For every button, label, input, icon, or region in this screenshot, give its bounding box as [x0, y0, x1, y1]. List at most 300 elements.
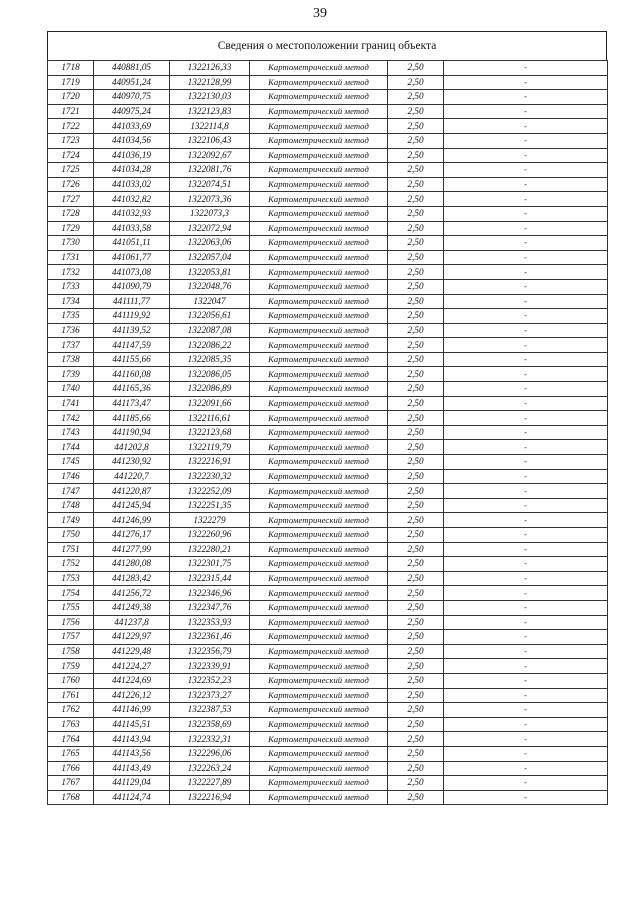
note-cell: - [444, 119, 608, 134]
table-body [48, 61, 608, 805]
x-coordinate-cell: 441090,79 [94, 279, 170, 294]
point-number-cell: 1755 [48, 600, 94, 615]
accuracy-cell: 2,50 [388, 279, 444, 294]
x-coordinate-cell: 441143,94 [94, 732, 170, 747]
y-coordinate-cell: 1322072,94 [170, 221, 250, 236]
accuracy-cell: 2,50 [388, 265, 444, 280]
table-row [48, 644, 608, 659]
point-number-cell: 1734 [48, 294, 94, 309]
method-cell: Картометрический метод [250, 75, 388, 90]
x-coordinate-cell: 441230,92 [94, 455, 170, 470]
note-cell: - [444, 688, 608, 703]
point-number-cell: 1739 [48, 367, 94, 382]
accuracy-cell: 2,50 [388, 469, 444, 484]
x-coordinate-cell: 440975,24 [94, 104, 170, 119]
y-coordinate-cell: 1322123,68 [170, 425, 250, 440]
table-row [48, 104, 608, 119]
note-cell: - [444, 571, 608, 586]
note-cell: - [444, 396, 608, 411]
method-cell: Картометрический метод [250, 411, 388, 426]
table-row [48, 761, 608, 776]
point-number-cell: 1736 [48, 323, 94, 338]
method-cell: Картометрический метод [250, 673, 388, 688]
note-cell: - [444, 352, 608, 367]
table-row [48, 703, 608, 718]
y-coordinate-cell: 1322353,93 [170, 615, 250, 630]
method-cell: Картометрический метод [250, 396, 388, 411]
note-cell: - [444, 265, 608, 280]
accuracy-cell: 2,50 [388, 571, 444, 586]
coordinates-sheet [47, 31, 607, 805]
note-cell: - [444, 425, 608, 440]
method-cell: Картометрический метод [250, 192, 388, 207]
accuracy-cell: 2,50 [388, 192, 444, 207]
y-coordinate-cell: 1322216,91 [170, 455, 250, 470]
note-cell: - [444, 498, 608, 513]
point-number-cell: 1741 [48, 396, 94, 411]
accuracy-cell: 2,50 [388, 615, 444, 630]
table-row [48, 338, 608, 353]
accuracy-cell: 2,50 [388, 61, 444, 76]
y-coordinate-cell: 1322126,33 [170, 61, 250, 76]
table-row [48, 440, 608, 455]
point-number-cell: 1724 [48, 148, 94, 163]
table-row [48, 776, 608, 791]
note-cell: - [444, 294, 608, 309]
table-row [48, 119, 608, 134]
table-row [48, 542, 608, 557]
x-coordinate-cell: 441155,66 [94, 352, 170, 367]
x-coordinate-cell: 441277,99 [94, 542, 170, 557]
y-coordinate-cell: 1322263,24 [170, 761, 250, 776]
x-coordinate-cell: 441220,87 [94, 484, 170, 499]
point-number-cell: 1733 [48, 279, 94, 294]
note-cell: - [444, 206, 608, 221]
table-row [48, 615, 608, 630]
note-cell: - [444, 163, 608, 178]
x-coordinate-cell: 441237,8 [94, 615, 170, 630]
x-coordinate-cell: 441033,69 [94, 119, 170, 134]
y-coordinate-cell: 1322123,83 [170, 104, 250, 119]
method-cell: Картометрический метод [250, 265, 388, 280]
y-coordinate-cell: 1322347,76 [170, 600, 250, 615]
x-coordinate-cell: 441190,94 [94, 425, 170, 440]
method-cell: Картометрический метод [250, 761, 388, 776]
x-coordinate-cell: 440881,05 [94, 61, 170, 76]
table-title: Сведения о местоположении границ объекта [47, 31, 607, 60]
x-coordinate-cell: 441226,12 [94, 688, 170, 703]
y-coordinate-cell: 1322361,46 [170, 630, 250, 645]
table-row [48, 192, 608, 207]
table-row [48, 309, 608, 324]
x-coordinate-cell: 441220,7 [94, 469, 170, 484]
table-row [48, 411, 608, 426]
accuracy-cell: 2,50 [388, 294, 444, 309]
y-coordinate-cell: 1322387,53 [170, 703, 250, 718]
table-row [48, 600, 608, 615]
x-coordinate-cell: 441073,08 [94, 265, 170, 280]
x-coordinate-cell: 441111,77 [94, 294, 170, 309]
y-coordinate-cell: 1322086,89 [170, 382, 250, 397]
x-coordinate-cell: 441034,56 [94, 133, 170, 148]
y-coordinate-cell: 1322280,21 [170, 542, 250, 557]
x-coordinate-cell: 441124,74 [94, 790, 170, 805]
table-row [48, 250, 608, 265]
y-coordinate-cell: 1322106,43 [170, 133, 250, 148]
accuracy-cell: 2,50 [388, 790, 444, 805]
point-number-cell: 1766 [48, 761, 94, 776]
note-cell: - [444, 746, 608, 761]
note-cell: - [444, 367, 608, 382]
y-coordinate-cell: 1322260,96 [170, 528, 250, 543]
point-number-cell: 1748 [48, 498, 94, 513]
point-number-cell: 1726 [48, 177, 94, 192]
note-cell: - [444, 90, 608, 105]
x-coordinate-cell: 440970,75 [94, 90, 170, 105]
accuracy-cell: 2,50 [388, 717, 444, 732]
method-cell: Картометрический метод [250, 469, 388, 484]
table-row [48, 571, 608, 586]
point-number-cell: 1756 [48, 615, 94, 630]
note-cell: - [444, 133, 608, 148]
method-cell: Картометрический метод [250, 61, 388, 76]
table-row [48, 790, 608, 805]
method-cell: Картометрический метод [250, 600, 388, 615]
point-number-cell: 1746 [48, 469, 94, 484]
y-coordinate-cell: 1322358,69 [170, 717, 250, 732]
method-cell: Картометрический метод [250, 528, 388, 543]
method-cell: Картометрический метод [250, 367, 388, 382]
table-row [48, 484, 608, 499]
method-cell: Картометрический метод [250, 148, 388, 163]
method-cell: Картометрический метод [250, 571, 388, 586]
table-row [48, 732, 608, 747]
table-row [48, 352, 608, 367]
table-row [48, 557, 608, 572]
accuracy-cell: 2,50 [388, 382, 444, 397]
y-coordinate-cell: 1322332,31 [170, 732, 250, 747]
y-coordinate-cell: 1322356,79 [170, 644, 250, 659]
method-cell: Картометрический метод [250, 440, 388, 455]
y-coordinate-cell: 1322116,61 [170, 411, 250, 426]
note-cell: - [444, 309, 608, 324]
x-coordinate-cell: 441229,97 [94, 630, 170, 645]
note-cell: - [444, 528, 608, 543]
note-cell: - [444, 382, 608, 397]
x-coordinate-cell: 441139,52 [94, 323, 170, 338]
note-cell: - [444, 776, 608, 791]
accuracy-cell: 2,50 [388, 90, 444, 105]
accuracy-cell: 2,50 [388, 528, 444, 543]
accuracy-cell: 2,50 [388, 557, 444, 572]
method-cell: Картометрический метод [250, 542, 388, 557]
x-coordinate-cell: 441145,51 [94, 717, 170, 732]
y-coordinate-cell: 1322128,99 [170, 75, 250, 90]
point-number-cell: 1745 [48, 455, 94, 470]
x-coordinate-cell: 440951,24 [94, 75, 170, 90]
accuracy-cell: 2,50 [388, 440, 444, 455]
note-cell: - [444, 586, 608, 601]
accuracy-cell: 2,50 [388, 396, 444, 411]
note-cell: - [444, 221, 608, 236]
method-cell: Картометрический метод [250, 484, 388, 499]
accuracy-cell: 2,50 [388, 761, 444, 776]
method-cell: Картометрический метод [250, 309, 388, 324]
table-row [48, 659, 608, 674]
accuracy-cell: 2,50 [388, 688, 444, 703]
y-coordinate-cell: 1322086,22 [170, 338, 250, 353]
x-coordinate-cell: 441051,11 [94, 236, 170, 251]
note-cell: - [444, 542, 608, 557]
x-coordinate-cell: 441173,47 [94, 396, 170, 411]
method-cell: Картометрический метод [250, 732, 388, 747]
y-coordinate-cell: 1322086,05 [170, 367, 250, 382]
point-number-cell: 1719 [48, 75, 94, 90]
table-row [48, 469, 608, 484]
table-row [48, 396, 608, 411]
point-number-cell: 1752 [48, 557, 94, 572]
x-coordinate-cell: 441283,42 [94, 571, 170, 586]
accuracy-cell: 2,50 [388, 600, 444, 615]
note-cell: - [444, 513, 608, 528]
point-number-cell: 1762 [48, 703, 94, 718]
x-coordinate-cell: 441224,27 [94, 659, 170, 674]
point-number-cell: 1718 [48, 61, 94, 76]
x-coordinate-cell: 441143,49 [94, 761, 170, 776]
y-coordinate-cell: 1322048,76 [170, 279, 250, 294]
accuracy-cell: 2,50 [388, 177, 444, 192]
table-row [48, 630, 608, 645]
accuracy-cell: 2,50 [388, 221, 444, 236]
note-cell: - [444, 484, 608, 499]
note-cell: - [444, 192, 608, 207]
point-number-cell: 1738 [48, 352, 94, 367]
table-row [48, 498, 608, 513]
point-number-cell: 1744 [48, 440, 94, 455]
y-coordinate-cell: 1322056,61 [170, 309, 250, 324]
point-number-cell: 1728 [48, 206, 94, 221]
note-cell: - [444, 732, 608, 747]
point-number-cell: 1751 [48, 542, 94, 557]
accuracy-cell: 2,50 [388, 498, 444, 513]
note-cell: - [444, 659, 608, 674]
x-coordinate-cell: 441249,38 [94, 600, 170, 615]
point-number-cell: 1720 [48, 90, 94, 105]
y-coordinate-cell: 1322081,76 [170, 163, 250, 178]
point-number-cell: 1763 [48, 717, 94, 732]
method-cell: Картометрический метод [250, 221, 388, 236]
x-coordinate-cell: 441224,69 [94, 673, 170, 688]
table-row [48, 90, 608, 105]
y-coordinate-cell: 1322063,06 [170, 236, 250, 251]
y-coordinate-cell: 1322315,44 [170, 571, 250, 586]
point-number-cell: 1767 [48, 776, 94, 791]
method-cell: Картометрический метод [250, 615, 388, 630]
accuracy-cell: 2,50 [388, 542, 444, 557]
point-number-cell: 1730 [48, 236, 94, 251]
method-cell: Картометрический метод [250, 294, 388, 309]
y-coordinate-cell: 1322091,66 [170, 396, 250, 411]
table-row [48, 206, 608, 221]
accuracy-cell: 2,50 [388, 367, 444, 382]
point-number-cell: 1742 [48, 411, 94, 426]
point-number-cell: 1740 [48, 382, 94, 397]
y-coordinate-cell: 1322053,81 [170, 265, 250, 280]
y-coordinate-cell: 1322296,06 [170, 746, 250, 761]
table-row [48, 382, 608, 397]
point-number-cell: 1753 [48, 571, 94, 586]
accuracy-cell: 2,50 [388, 133, 444, 148]
method-cell: Картометрический метод [250, 586, 388, 601]
note-cell: - [444, 148, 608, 163]
x-coordinate-cell: 441032,82 [94, 192, 170, 207]
y-coordinate-cell: 1322085,35 [170, 352, 250, 367]
method-cell: Картометрический метод [250, 790, 388, 805]
accuracy-cell: 2,50 [388, 236, 444, 251]
note-cell: - [444, 250, 608, 265]
x-coordinate-cell: 441143,56 [94, 746, 170, 761]
method-cell: Картометрический метод [250, 323, 388, 338]
x-coordinate-cell: 441246,99 [94, 513, 170, 528]
table-row [48, 163, 608, 178]
y-coordinate-cell: 1322216,94 [170, 790, 250, 805]
y-coordinate-cell: 1322227,89 [170, 776, 250, 791]
table-row [48, 717, 608, 732]
method-cell: Картометрический метод [250, 703, 388, 718]
table-row [48, 688, 608, 703]
method-cell: Картометрический метод [250, 557, 388, 572]
note-cell: - [444, 644, 608, 659]
x-coordinate-cell: 441033,58 [94, 221, 170, 236]
x-coordinate-cell: 441034,28 [94, 163, 170, 178]
table-row [48, 586, 608, 601]
y-coordinate-cell: 1322346,96 [170, 586, 250, 601]
x-coordinate-cell: 441276,17 [94, 528, 170, 543]
x-coordinate-cell: 441146,99 [94, 703, 170, 718]
x-coordinate-cell: 441165,36 [94, 382, 170, 397]
y-coordinate-cell: 1322251,35 [170, 498, 250, 513]
point-number-cell: 1725 [48, 163, 94, 178]
accuracy-cell: 2,50 [388, 513, 444, 528]
accuracy-cell: 2,50 [388, 673, 444, 688]
table-row [48, 673, 608, 688]
accuracy-cell: 2,50 [388, 746, 444, 761]
y-coordinate-cell: 1322352,23 [170, 673, 250, 688]
point-number-cell: 1759 [48, 659, 94, 674]
x-coordinate-cell: 441061,77 [94, 250, 170, 265]
accuracy-cell: 2,50 [388, 644, 444, 659]
method-cell: Картометрический метод [250, 119, 388, 134]
point-number-cell: 1761 [48, 688, 94, 703]
note-cell: - [444, 469, 608, 484]
point-number-cell: 1758 [48, 644, 94, 659]
y-coordinate-cell: 1322074,51 [170, 177, 250, 192]
method-cell: Картометрический метод [250, 90, 388, 105]
note-cell: - [444, 236, 608, 251]
table-row [48, 746, 608, 761]
note-cell: - [444, 104, 608, 119]
point-number-cell: 1737 [48, 338, 94, 353]
table-row [48, 75, 608, 90]
note-cell: - [444, 557, 608, 572]
table-row [48, 528, 608, 543]
method-cell: Картометрический метод [250, 338, 388, 353]
method-cell: Картометрический метод [250, 382, 388, 397]
method-cell: Картометрический метод [250, 104, 388, 119]
y-coordinate-cell: 1322373,27 [170, 688, 250, 703]
accuracy-cell: 2,50 [388, 732, 444, 747]
method-cell: Картометрический метод [250, 630, 388, 645]
point-number-cell: 1743 [48, 425, 94, 440]
method-cell: Картометрический метод [250, 746, 388, 761]
accuracy-cell: 2,50 [388, 484, 444, 499]
accuracy-cell: 2,50 [388, 104, 444, 119]
table-row [48, 61, 608, 76]
point-number-cell: 1760 [48, 673, 94, 688]
x-coordinate-cell: 441033,02 [94, 177, 170, 192]
accuracy-cell: 2,50 [388, 659, 444, 674]
accuracy-cell: 2,50 [388, 338, 444, 353]
x-coordinate-cell: 441160,08 [94, 367, 170, 382]
accuracy-cell: 2,50 [388, 163, 444, 178]
method-cell: Картометрический метод [250, 133, 388, 148]
accuracy-cell: 2,50 [388, 776, 444, 791]
y-coordinate-cell: 1322114,8 [170, 119, 250, 134]
table-row [48, 279, 608, 294]
point-number-cell: 1749 [48, 513, 94, 528]
point-number-cell: 1735 [48, 309, 94, 324]
x-coordinate-cell: 441129,04 [94, 776, 170, 791]
x-coordinate-cell: 441032,93 [94, 206, 170, 221]
accuracy-cell: 2,50 [388, 630, 444, 645]
note-cell: - [444, 600, 608, 615]
y-coordinate-cell: 1322092,67 [170, 148, 250, 163]
note-cell: - [444, 615, 608, 630]
note-cell: - [444, 440, 608, 455]
note-cell: - [444, 338, 608, 353]
method-cell: Картометрический метод [250, 776, 388, 791]
table-row [48, 367, 608, 382]
method-cell: Картометрический метод [250, 513, 388, 528]
note-cell: - [444, 61, 608, 76]
accuracy-cell: 2,50 [388, 352, 444, 367]
accuracy-cell: 2,50 [388, 309, 444, 324]
x-coordinate-cell: 441280,08 [94, 557, 170, 572]
note-cell: - [444, 75, 608, 90]
x-coordinate-cell: 441147,59 [94, 338, 170, 353]
accuracy-cell: 2,50 [388, 425, 444, 440]
accuracy-cell: 2,50 [388, 148, 444, 163]
table-row [48, 455, 608, 470]
x-coordinate-cell: 441256,72 [94, 586, 170, 601]
page-number: 39 [313, 6, 327, 21]
table-row [48, 236, 608, 251]
point-number-cell: 1765 [48, 746, 94, 761]
method-cell: Картометрический метод [250, 644, 388, 659]
point-number-cell: 1768 [48, 790, 94, 805]
table-row [48, 513, 608, 528]
table-row [48, 294, 608, 309]
accuracy-cell: 2,50 [388, 119, 444, 134]
x-coordinate-cell: 441036,19 [94, 148, 170, 163]
method-cell: Картометрический метод [250, 717, 388, 732]
note-cell: - [444, 279, 608, 294]
method-cell: Картометрический метод [250, 206, 388, 221]
note-cell: - [444, 411, 608, 426]
accuracy-cell: 2,50 [388, 323, 444, 338]
y-coordinate-cell: 1322073,36 [170, 192, 250, 207]
accuracy-cell: 2,50 [388, 250, 444, 265]
